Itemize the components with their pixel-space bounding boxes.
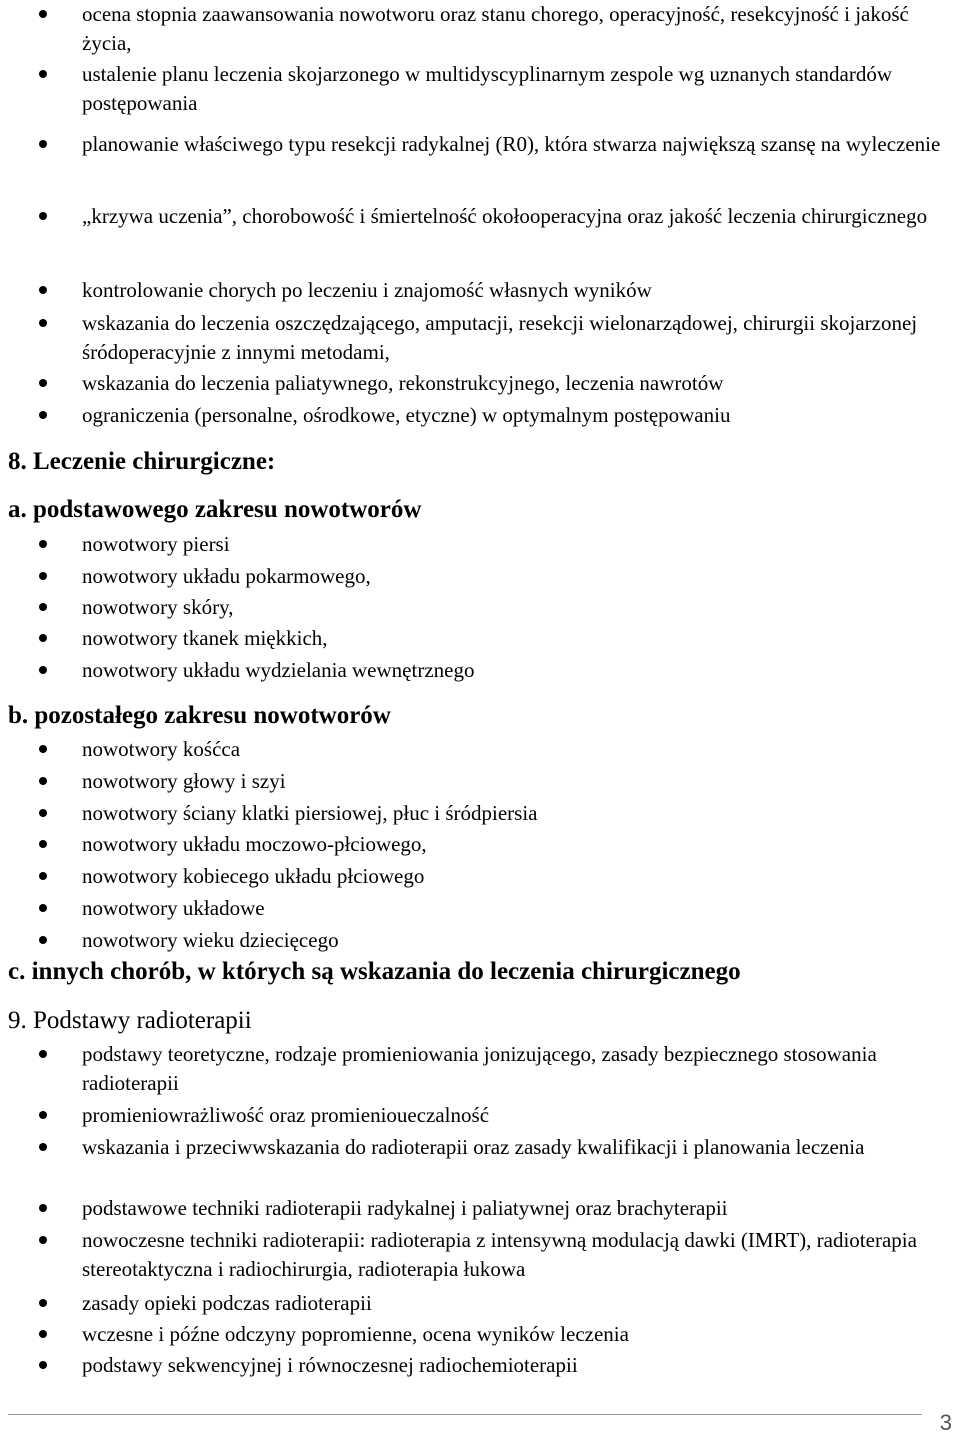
section-9-heading-text: 9. Podstawy radioterapii [8, 1007, 252, 1034]
list-item-text: nowotwory kośćca [82, 737, 241, 761]
list-item [0, 530, 960, 559]
list-item [0, 926, 960, 955]
list-item-text: „krzywa uczenia”, chorobowość i śmiertelność okołooperacyjna oraz jakość leczenia chirurgicznego [82, 204, 928, 228]
bullet-icon [39, 1111, 47, 1119]
subsection-c-heading [0, 956, 741, 988]
subsection-label: c. [8, 958, 26, 985]
list-item-text: wskazania do leczenia oszczędzającego, amputacji, resekcji wielonarządowej, chirurgii skojarzonej śródoperacyjnie z innymi metodami, [82, 311, 918, 364]
bullet-icon [39, 411, 47, 419]
bullet-icon [39, 1204, 47, 1212]
bullet-icon [39, 1299, 47, 1307]
list-item [0, 862, 960, 891]
bullet-icon [39, 666, 47, 674]
subsection-a-heading [0, 494, 421, 526]
bullet-icon [39, 1143, 47, 1151]
list-item-text: podstawowe techniki radioterapii radykalnej i paliatywnej oraz brachyterapii [82, 1196, 728, 1220]
list-item [0, 593, 960, 622]
subsection-b-heading [0, 700, 391, 732]
bullet-icon [39, 777, 47, 785]
list-item-text: nowotwory wieku dziecięcego [82, 928, 339, 952]
list-item [0, 1289, 960, 1318]
list-item [0, 309, 960, 367]
subsection-title: podstawowego zakresu nowotworów [33, 496, 422, 523]
bullet-icon [39, 936, 47, 944]
list-item [0, 401, 960, 430]
bullet-icon [39, 1361, 47, 1369]
list-item-text: nowotwory głowy i szyi [82, 769, 286, 793]
subsection-title: innych chorób, w których są wskazania do leczenia chirurgicznego [31, 958, 741, 985]
list-item [0, 624, 960, 653]
list-item-text: nowotwory ściany klatki piersiowej, płuc i śródpiersia [82, 801, 538, 825]
list-item-text: podstawy teoretyczne, rodzaje promieniowania jonizującego, zasady bezpiecznego stosowania radioterapii [82, 1042, 877, 1095]
list-item-text: nowotwory układu wydzielania wewnętrznego [82, 658, 475, 682]
bullet-icon [39, 904, 47, 912]
bullet-icon [39, 319, 47, 327]
bullet-icon [39, 572, 47, 580]
bullet-icon [39, 872, 47, 880]
list-item [0, 656, 960, 685]
list-item [0, 1194, 960, 1223]
list-item [0, 1101, 960, 1130]
list-item-text: nowotwory kobiecego układu płciowego [82, 864, 425, 888]
list-item-text: wskazania do leczenia paliatywnego, rekonstrukcyjnego, leczenia nawrotów [82, 371, 724, 395]
list-item [0, 130, 960, 159]
list-item [0, 1040, 960, 1098]
list-item-text: podstawy sekwencyjnej i równoczesnej radiochemioterapii [82, 1353, 578, 1377]
bullet-icon [39, 10, 47, 18]
bullet-icon [39, 212, 47, 220]
list-item-text: nowotwory układowe [82, 896, 265, 920]
list-item [0, 276, 960, 305]
section-9-heading [0, 1005, 252, 1037]
list-item-text: promieniowrażliwość oraz promienioueczalność [82, 1103, 490, 1127]
bullet-icon [39, 840, 47, 848]
list-item [0, 562, 960, 591]
subsection-title: pozostałego zakresu nowotworów [34, 702, 391, 729]
bullet-icon [39, 745, 47, 753]
list-item [0, 799, 960, 828]
subsection-label: b. [8, 702, 29, 729]
bullet-icon [39, 286, 47, 294]
list-item [0, 1226, 960, 1284]
bullet-icon [39, 379, 47, 387]
list-item [0, 735, 960, 764]
list-item-text: planowanie właściwego typu resekcji radykalnej (R0), która stwarza największą szansę na wyleczenie [82, 132, 941, 156]
bullet-icon [39, 70, 47, 78]
list-item-text: nowotwory układu moczowo-płciowego, [82, 832, 427, 856]
bullet-icon [39, 603, 47, 611]
bullet-icon [39, 1236, 47, 1244]
bullet-icon [39, 140, 47, 148]
list-item-text: nowotwory skóry, [82, 595, 234, 619]
list-item-text: ocena stopnia zaawansowania nowotworu oraz stanu chorego, operacyjność, resekcyjność i jakość życia, [82, 2, 909, 55]
bullet-icon [39, 809, 47, 817]
list-item-text: zasady opieki podczas radioterapii [82, 1291, 372, 1315]
list-item [0, 767, 960, 796]
list-item-text: ograniczenia (personalne, ośrodkowe, etyczne) w optymalnym postępowaniu [82, 403, 731, 427]
list-item [0, 202, 960, 231]
section-8-heading: 8. Leczenie chirurgiczne: [8, 448, 276, 475]
list-item [0, 369, 960, 398]
list-item-text: nowoczesne techniki radioterapii: radioterapia z intensywną modulacją dawki (IMRT), radioterapia stereotaktyczna i radiochirurgia, radioterapia łukowa [82, 1228, 917, 1281]
bullet-icon [39, 540, 47, 548]
list-item-text: nowotwory tkanek miękkich, [82, 626, 328, 650]
page-number: 3 [939, 1410, 952, 1435]
list-item [0, 60, 960, 118]
list-item-text: wczesne i późne odczyny popromienne, ocena wyników leczenia [82, 1322, 629, 1346]
list-item [0, 830, 960, 859]
list-item-text: kontrolowanie chorych po leczeniu i znajomość własnych wyników [82, 278, 652, 302]
list-item-text: nowotwory piersi [82, 532, 230, 556]
list-item [0, 1320, 960, 1349]
subsection-label: a. [8, 496, 27, 523]
footer-divider [8, 1414, 922, 1415]
list-item-text: ustalenie planu leczenia skojarzonego w multidyscyplinarnym zespole wg uznanych standardów postępowania [82, 62, 892, 115]
bullet-icon [39, 1050, 47, 1058]
list-item-text: wskazania i przeciwwskazania do radioterapii oraz zasady kwalifikacji i planowania leczenia [82, 1135, 865, 1159]
list-item-text: nowotwory układu pokarmowego, [82, 564, 371, 588]
list-item [0, 894, 960, 923]
list-item [0, 1351, 960, 1380]
list-item [0, 0, 960, 58]
list-item [0, 1133, 960, 1162]
bullet-icon [39, 1330, 47, 1338]
bullet-icon [39, 634, 47, 642]
